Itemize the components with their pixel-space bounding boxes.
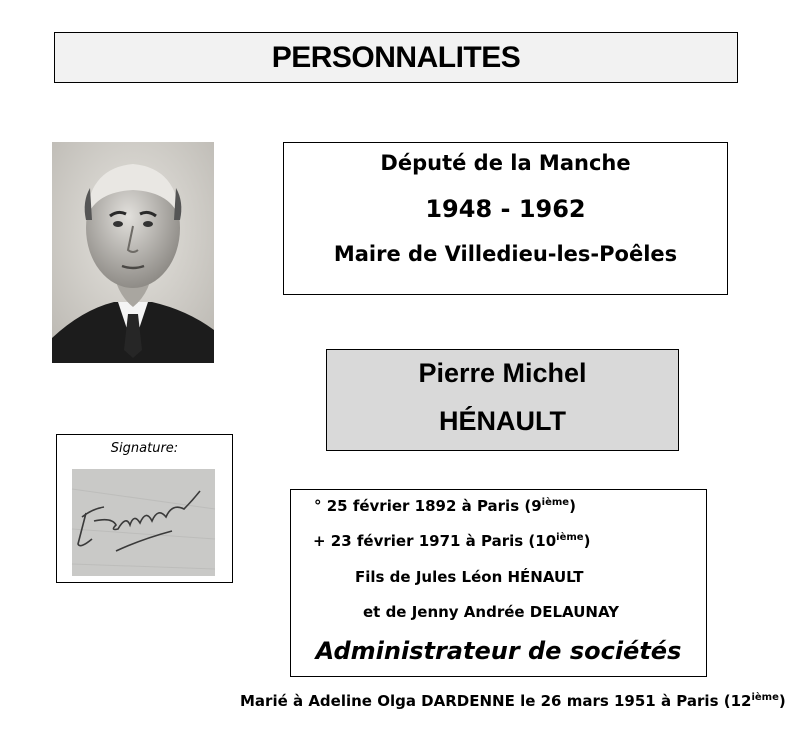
- signature-image: [72, 469, 215, 576]
- page-title: PERSONNALITES: [271, 40, 521, 74]
- signature-drawing: [72, 469, 215, 576]
- portrait-photo: [52, 142, 214, 363]
- birth-text: ° 25 février 1892 à Paris (9: [314, 497, 542, 515]
- office-mayor: Maire de Villedieu-les-Poêles: [333, 242, 678, 266]
- death-sup: ième: [556, 532, 584, 543]
- profession: Administrateur de sociétés: [315, 637, 682, 665]
- name-box: [326, 349, 679, 451]
- last-name: HÉNAULT: [439, 406, 566, 436]
- page-title-box: [54, 32, 738, 83]
- first-name: Pierre Michel: [418, 358, 587, 388]
- birth-sup: ième: [541, 497, 570, 508]
- portrait-illustration: [52, 142, 214, 363]
- marriage-line: [240, 692, 786, 710]
- birth-end: ): [569, 497, 576, 515]
- office-deputy: Député de la Manche: [380, 151, 631, 175]
- office-years: 1948 - 1962: [425, 195, 586, 223]
- mother-line: et de Jenny Andrée DELAUNAY: [363, 603, 619, 621]
- marriage-text: Marié à Adeline Olga DARDENNE le 26 mars 1951 à Paris (12: [240, 692, 752, 710]
- office-box: [283, 142, 728, 295]
- death-text: + 23 février 1971 à Paris (10: [313, 532, 557, 550]
- signature-label: Signature:: [110, 441, 179, 456]
- marriage-sup: ième: [751, 692, 779, 703]
- biography-box: [290, 489, 707, 677]
- father-line: Fils de Jules Léon HÉNAULT: [355, 568, 584, 586]
- death-end: ): [583, 532, 591, 550]
- death-line: [313, 532, 590, 550]
- signature-box: [56, 434, 233, 583]
- birth-line: [314, 497, 576, 515]
- marriage-end: ): [778, 692, 786, 710]
